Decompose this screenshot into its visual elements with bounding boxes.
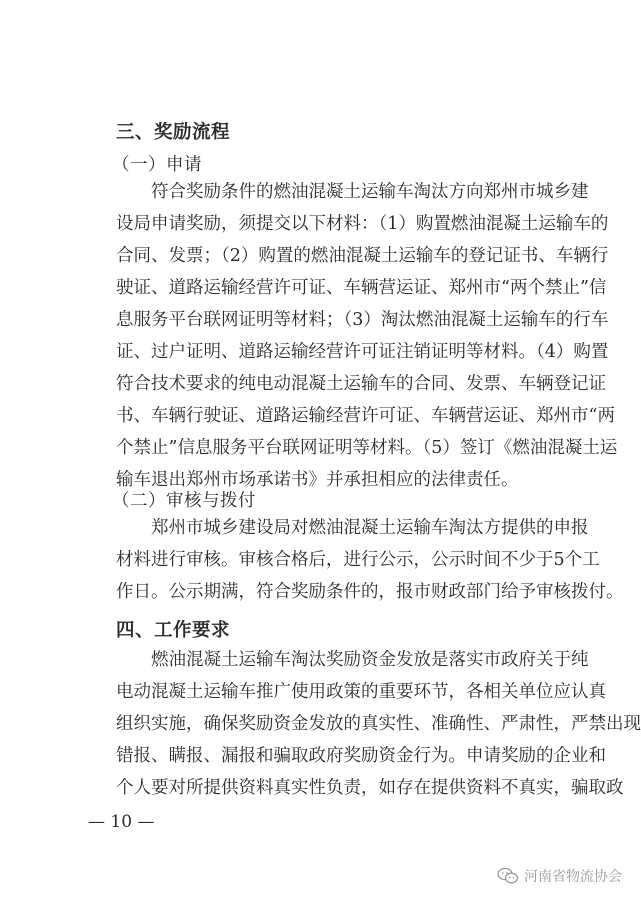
paragraph-line: 错报、瞒报、漏报和骗取政府奖励资金行为。申请奖励的企业和 <box>116 746 606 766</box>
paragraph-line: 个人要对所提供资料真实性负责，如存在提供资料不真实，骗取政 <box>116 778 624 798</box>
section-heading-reward-process: 三、奖励流程 <box>116 122 231 143</box>
watermark-text: 河南省物流协会 <box>524 869 622 885</box>
paragraph-line: 材料进行审核。审核合格后，进行公示，公示时间不少于5个工 <box>116 550 600 570</box>
subsection-heading-review-and-disbursement: （二）审核与拨付 <box>112 491 256 511</box>
watermark <box>497 866 622 886</box>
paragraph-application <box>116 176 618 496</box>
paragraph-line: 驶证、道路运输经营许可证、车辆营运证、郑州市“两个禁止”信 <box>116 278 607 298</box>
paragraph-line: 证、过户证明、道路运输经营许可证注销证明等材料。（4）购置 <box>116 342 609 362</box>
paragraph-line: 输车退出郑州市场承诺书》并承担相应的法律责任。 <box>116 470 519 490</box>
wechat-icon <box>497 867 519 885</box>
paragraph-line: 符合奖励条件的燃油混凝土运输车淘汰方向郑州市城乡建 <box>151 182 589 202</box>
paragraph-line: 个禁止”信息服务平台联网证明等材料。（5）签订《燃油混凝土运 <box>116 438 618 458</box>
paragraph-review <box>116 512 624 608</box>
paragraph-line: 燃油混凝土运输车淘汰奖励资金发放是落实市政府关于纯 <box>151 650 589 670</box>
paragraph-line: 息服务平台联网证明等材料；（3）淘汰燃油混凝土运输车的行车 <box>116 310 609 330</box>
paragraph-line: 设局申请奖励，须提交以下材料：（1）购置燃油混凝土运输车的 <box>116 214 609 234</box>
paragraph-line: 合同、发票；（2）购置的燃油混凝土运输车的登记证书、车辆行 <box>116 246 609 266</box>
paragraph-work-requirements <box>116 644 641 804</box>
subsection-heading-application: （一）申请 <box>112 155 202 175</box>
page-number: — 10 — <box>88 812 155 832</box>
section-heading-work-requirements: 四、工作要求 <box>116 620 231 641</box>
paragraph-line: 书、车辆行驶证、道路运输经营许可证、车辆营运证、郑州市“两 <box>116 406 615 426</box>
paragraph-line: 组织实施，确保奖励资金发放的真实性、准确性、严肃性，严禁出现 <box>116 714 641 734</box>
paragraph-line: 符合技术要求的纯电动混凝土运输车的合同、发票、车辆登记证 <box>116 374 606 394</box>
paragraph-line: 作日。公示期满，符合奖励条件的，报市财政部门给予审核拨付。 <box>116 582 624 602</box>
paragraph-line: 电动混凝土运输车推广使用政策的重要环节，各相关单位应认真 <box>116 682 606 702</box>
paragraph-line: 郑州市城乡建设局对燃油混凝土运输车淘汰方提供的申报 <box>151 518 589 538</box>
